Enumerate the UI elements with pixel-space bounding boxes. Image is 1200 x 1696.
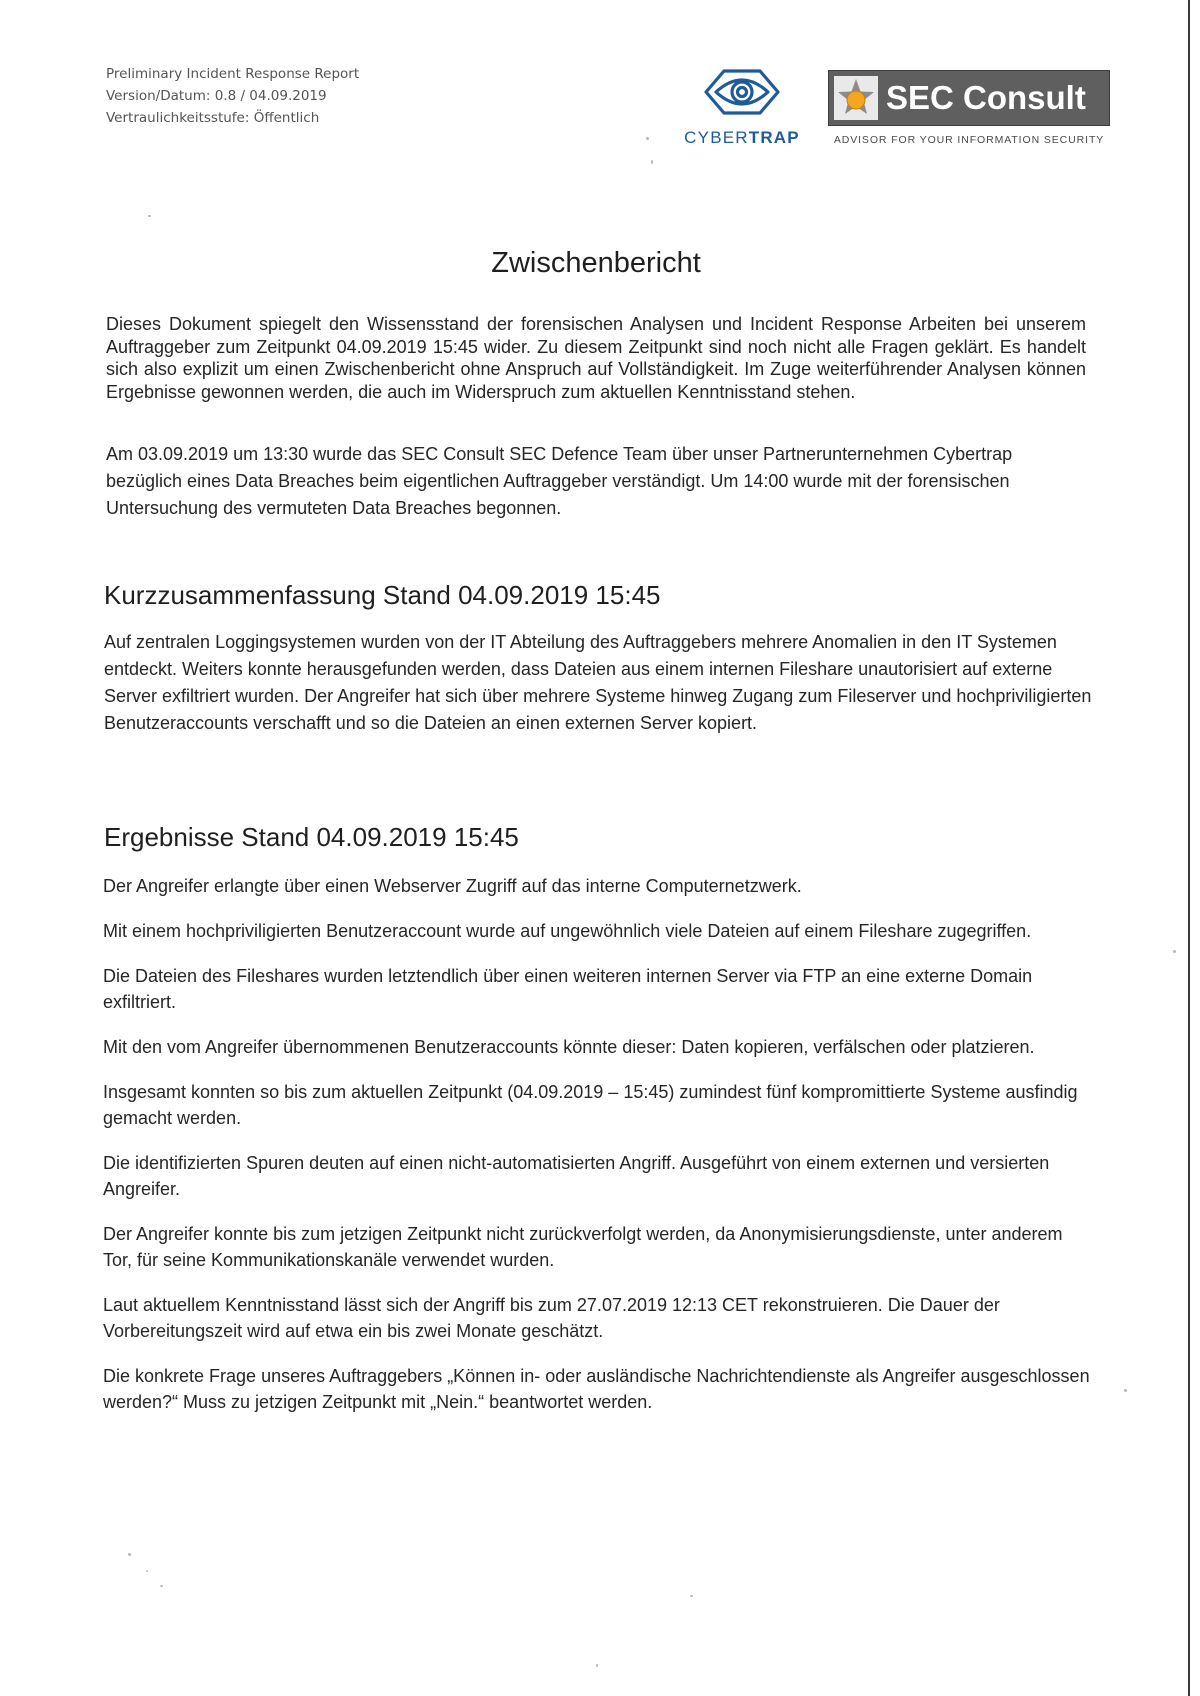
scan-speck	[128, 1553, 131, 1556]
scan-speck	[146, 1570, 148, 1572]
sec-consult-logo	[828, 70, 1110, 126]
version-date: Version/Datum: 0.8 / 04.09.2019	[106, 88, 327, 104]
cybertrap-wordmark: CYBERTRAP	[684, 128, 800, 147]
result-paragraph: Mit einem hochpriviligierten Benutzeraccount wurde auf ungewöhnlich viele Dateien auf einem Fileshare zugegriffen.	[103, 921, 1032, 941]
summary-paragraph: Auf zentralen Loggingsystemen wurden von der IT Abteilung des Auftraggebers mehrere Anomalien in den IT Systemen entdeckt. Weiters konnte herausgefunden werden, dass Dateien aus einem internen Fileshare unautorisiert auf externe Server exfiltriert wurden. Der Angreifer hat sich über mehrere Systeme hinweg Zugang zum Fileserver und hochpriviligierten Benutzeraccounts verschafft und so die Dateien an einen externen Server kopiert.	[104, 632, 1092, 733]
scan-speck	[596, 1664, 598, 1667]
results-list	[103, 873, 1093, 1434]
scan-speck	[1173, 950, 1176, 953]
result-paragraph: Laut aktuellem Kenntnisstand lässt sich der Angriff bis zum 27.07.2019 12:13 CET rekonstruieren. Die Dauer der Vorbereitungszeit wird auf etwa ein bis zwei Monate geschätzt.	[103, 1295, 1000, 1341]
scan-speck	[646, 137, 649, 140]
result-paragraph: Mit den vom Angreifer übernommenen Benutzeraccounts könnte dieser: Daten kopieren, verfälschen oder platzieren.	[103, 1037, 1035, 1057]
eye-icon	[702, 62, 782, 122]
sec-consult-wordmark: SEC Consult	[886, 79, 1086, 116]
star-badge-icon	[834, 76, 878, 120]
confidentiality-level: Vertraulichkeitsstufe: Öffentlich	[106, 110, 320, 126]
results-heading: Ergebnisse Stand 04.09.2019 15:45	[104, 822, 519, 852]
result-paragraph: Die konkrete Frage unseres Auftraggebers „Können in- oder ausländische Nachrichtendienste als Angreifer ausgeschlossen werden?“ Muss zu jetzigen Zeitpunkt mit „Nein.“ beantwortet werden.	[103, 1366, 1090, 1412]
intro-paragraph: Dieses Dokument spiegelt den Wissensstand der forensischen Analysen und Incident Response Arbeiten bei unserem Auftraggeber zum Zeitpunkt 04.09.2019 15:45 wider. Zu diesem Zeitpunkt sind noch nicht alle Fragen geklärt. Es handelt sich also explizit um einen Zwischenbericht ohne Anspruch auf Vollständigkeit. Im Zuge weiterführender Analysen können Ergebnisse gewonnen werden, die auch im Widerspruch zum aktuellen Kenntnisstand stehen.	[106, 314, 1086, 402]
result-paragraph: Die identifizierten Spuren deuten auf einen nicht-automatisierten Angriff. Ausgeführt von einem externen und versierten Angreifer.	[103, 1153, 1050, 1199]
result-paragraph: Der Angreifer konnte bis zum jetzigen Zeitpunkt nicht zurückverfolgt werden, da Anonymisierungsdienste, unter anderem Tor, für seine Kommunikationskanäle verwendet wurden.	[103, 1224, 1063, 1270]
result-paragraph: Insgesamt konnten so bis zum aktuellen Zeitpunkt (04.09.2019 – 15:45) zumindest fünf kompromittierte Systeme ausfindig gemacht werden.	[103, 1082, 1078, 1128]
document-title: Zwischenbericht	[491, 247, 701, 279]
scan-speck	[148, 215, 151, 217]
sec-consult-tagline: ADVISOR FOR YOUR INFORMATION SECURITY	[833, 134, 1105, 146]
cybertrap-logo	[680, 62, 804, 152]
result-paragraph: Der Angreifer erlangte über einen Webserver Zugriff auf das interne Computernetzwerk.	[103, 876, 802, 896]
scan-speck	[651, 160, 653, 164]
scan-speck	[160, 1585, 163, 1587]
scan-speck	[1124, 1389, 1127, 1392]
report-type: Preliminary Incident Response Report	[106, 66, 360, 82]
report-meta	[106, 63, 359, 129]
notification-paragraph: Am 03.09.2019 um 13:30 wurde das SEC Consult SEC Defence Team über unser Partnerunternehmen Cybertrap bezüglich eines Data Breaches beim eigentlichen Auftraggeber verständigt. Um 14:00 wurde mit der forensischen Untersuchung des vermuteten Data Breaches begonnen.	[106, 444, 1013, 518]
summary-heading: Kurzzusammenfassung Stand 04.09.2019 15:45	[104, 580, 661, 610]
scan-speck	[690, 1595, 693, 1597]
result-paragraph: Die Dateien des Fileshares wurden letztendlich über einen weiteren internen Server via FTP an eine externe Domain exfiltriert.	[103, 966, 1033, 1012]
